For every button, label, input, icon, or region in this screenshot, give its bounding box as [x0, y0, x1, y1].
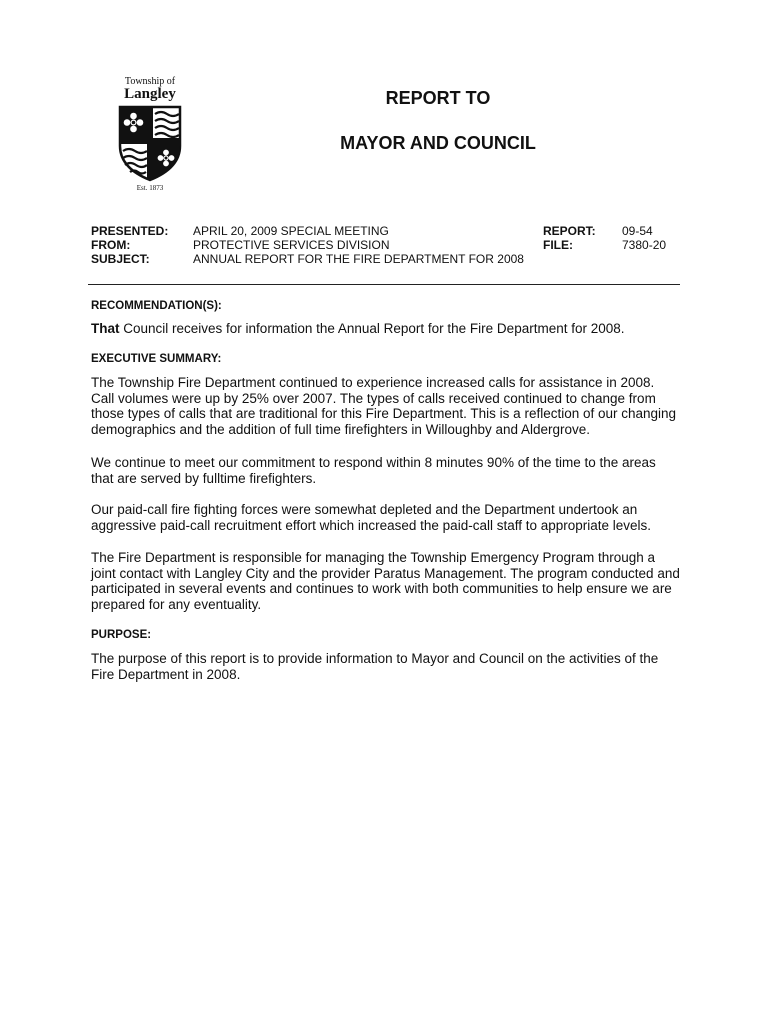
- report-title: REPORT TO: [385, 88, 491, 108]
- executive-summary-paragraph-2: We continue to meet our commitment to respond within 8 minutes 90% of the time to the areas that are served by fulltime firefighters.: [91, 455, 656, 486]
- file-value: 7380-20: [622, 238, 667, 252]
- report-subtitle: MAYOR AND COUNCIL: [340, 133, 536, 153]
- subject-label: SUBJECT:: [91, 252, 150, 266]
- recommendation-lead-word: That: [91, 321, 120, 336]
- recommendation-paragraph: [91, 321, 681, 337]
- report-number-value: 09-54: [622, 224, 653, 238]
- file-label: FILE:: [543, 238, 573, 252]
- from-label: FROM:: [91, 238, 131, 252]
- recommendation-text: Council receives for information the Annual Report for the Fire Department for 2008.: [119, 321, 625, 336]
- executive-summary-paragraph-4: The Fire Department is responsible for managing the Township Emergency Program through a joint contact with Langley City and the provider Paratus Management. The program conducted and participated in several events and continues to work with both communities to help ensure we are prepared for any eventuality.: [91, 550, 680, 612]
- logo-langley-text: Langley: [124, 86, 176, 102]
- executive-summary-paragraph-3: Our paid-call fire fighting forces were somewhat depleted and the Department undertook an aggressive paid-call recruitment effort which increased the paid-call staff to appropriate levels.: [91, 502, 652, 533]
- purpose-heading: PURPOSE:: [91, 629, 152, 641]
- presented-value: APRIL 20, 2009 SPECIAL MEETING: [193, 224, 389, 238]
- report-number-label: REPORT:: [543, 224, 596, 238]
- crest-shield-icon: [117, 104, 183, 182]
- subject-value: ANNUAL REPORT FOR THE FIRE DEPARTMENT FOR 2008: [193, 252, 524, 266]
- logo-township-text: Township of: [124, 76, 176, 87]
- executive-summary-heading: EXECUTIVE SUMMARY:: [91, 353, 222, 365]
- township-logo: [106, 76, 194, 196]
- purpose-paragraph: The purpose of this report is to provide information to Mayor and Council on the activities of the Fire Department in 2008.: [91, 651, 659, 682]
- presented-label: PRESENTED:: [91, 224, 169, 238]
- recommendation-heading: RECOMMENDATION(S):: [91, 300, 222, 312]
- executive-summary-paragraph-1: The Township Fire Department continued to experience increased calls for assistance in 2008. Call volumes were up by 25% over 2007. The types of calls received continued to change from those types of calls that are traditional for this Fire Department. This is a reflection of our changing demographics and the addition of full time firefighters in Willoughby and Aldergrove.: [91, 375, 677, 437]
- from-value: PROTECTIVE SERVICES DIVISION: [193, 238, 390, 252]
- header-divider: [88, 284, 680, 285]
- logo-established-text: Est. 1873: [136, 184, 164, 192]
